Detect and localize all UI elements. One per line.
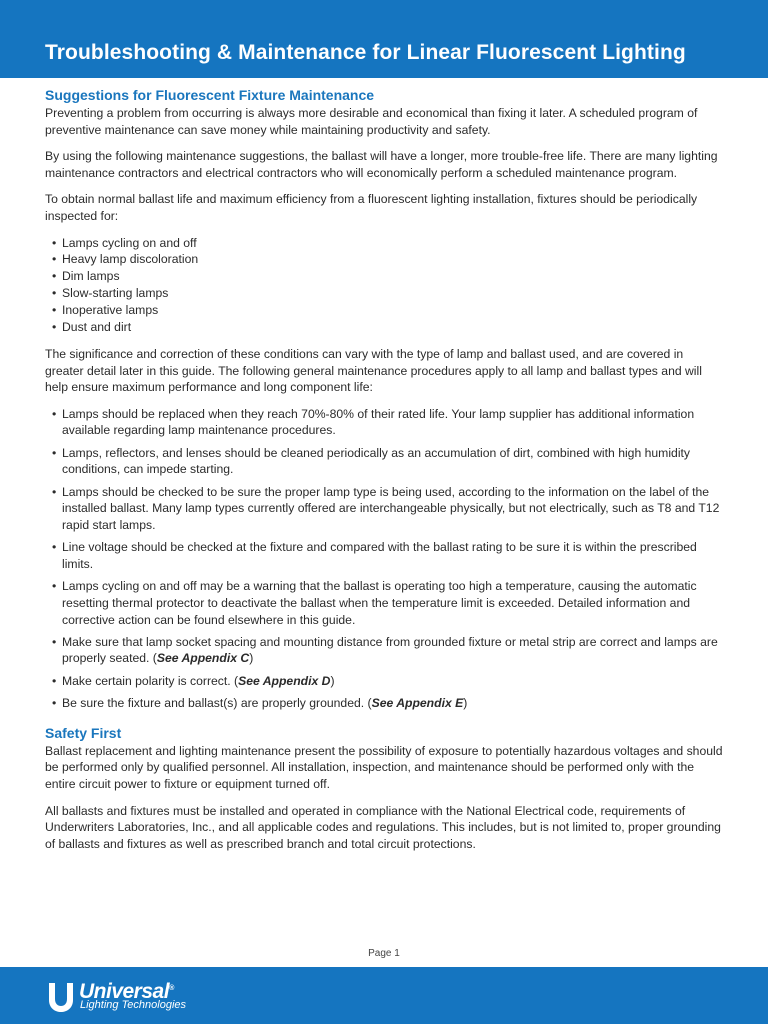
bullet-icon: •: [52, 696, 57, 711]
logo-wordmark: Universal®: [79, 980, 174, 1003]
bullet-icon: •: [52, 406, 57, 421]
paragraph-safety-compliance: All ballasts and fixtures must be installed and operated in compliance with the National Electrical code, requirements of Underwriters Laboratories, Inc., and all applicable codes and regulations. This includes, but is not limited to, proper grounding of ballasts and fixtures as well as prescribed branch and total circuit protections.: [45, 803, 721, 851]
list-item: • Lamps cycling on and off: [52, 235, 197, 250]
document-body: [45, 86, 725, 862]
page-title: Troubleshooting & Maintenance for Linear Fluorescent Lighting: [45, 41, 686, 64]
list-item: • Make sure that lamp socket spacing and mounting distance from grounded fixture or metal strip are correct and lamps are properly seated. (See Appendix C): [52, 634, 718, 666]
paragraph-intro: Preventing a problem from occurring is always more desirable and economical than fixing it later. A scheduled program of preventive maintenance can save money while maintaining productivity and safety.: [45, 106, 698, 137]
list-item: • Inoperative lamps: [52, 303, 159, 318]
paragraph-safety-personnel: Ballast replacement and lighting maintenance present the possibility of exposure to potentially hazardous voltages and should be performed only by qualified personnel. All installation, inspection, and maintenance should be performed only with the entire circuit power to fixture or equipment turned off.: [45, 743, 723, 792]
list-item: • Be sure the fixture and ballast(s) are properly grounded. (See Appendix E): [52, 696, 468, 711]
list-item: • Heavy lamp discoloration: [52, 252, 199, 267]
procedures-list: [45, 406, 725, 712]
bullet-icon: •: [52, 445, 57, 460]
universal-logo: [46, 980, 246, 1014]
bullet-icon: •: [52, 269, 57, 284]
list-item: • Line voltage should be checked at the fixture and compared with the ballast rating to be sure it is within the prescribed limits.: [52, 540, 697, 571]
list-item: • Dim lamps: [52, 269, 120, 284]
list-item: • Lamps cycling on and off may be a warning that the ballast is operating too high a temperature, causing the automatic resetting thermal protector to deactivate the ballast when the temperature limit is exceeded. Detailed information and corrective action can be found elsewhere in this guide.: [52, 579, 697, 627]
page-number: Page 1: [368, 948, 400, 959]
bullet-icon: •: [52, 634, 57, 649]
bullet-icon: •: [52, 579, 57, 594]
list-item: • Dust and dirt: [52, 320, 132, 335]
header-band: [0, 0, 768, 78]
conditions-list: [45, 235, 725, 336]
section-heading-maintenance: Suggestions for Fluorescent Fixture Maintenance: [45, 87, 375, 103]
bullet-icon: •: [52, 252, 57, 267]
bullet-icon: •: [52, 540, 57, 555]
bullet-icon: •: [52, 484, 57, 499]
appendix-d-reference: See Appendix D: [238, 673, 331, 688]
bullet-icon: •: [52, 320, 57, 335]
list-item: • Lamps, reflectors, and lenses should be cleaned periodically as an accumulation of dirt, combined with high humidity conditions, can impede starting.: [52, 445, 691, 477]
bullet-icon: •: [52, 286, 57, 301]
bullet-icon: •: [52, 303, 57, 318]
bullet-icon: •: [52, 673, 57, 688]
list-item: • Lamps should be replaced when they reach 70%-80% of their rated life. Your lamp supplier has additional information available regarding lamp maintenance procedures.: [52, 406, 695, 438]
paragraph-procedures: The significance and correction of these conditions can vary with the type of lamp and ballast used, and are covered in greater detail later in this guide. The following general maintenance procedures apply to all lamp and ballast types and will help ensure maximum performance and long component life:: [45, 347, 702, 395]
universal-logo-icon: [46, 980, 76, 1014]
appendix-c-reference: See Appendix C: [156, 651, 250, 666]
section-heading-safety: Safety First: [45, 724, 122, 741]
bullet-icon: •: [52, 235, 57, 250]
logo-tagline: Lighting Technologies: [80, 999, 187, 1011]
list-item: • Lamps should be checked to be sure the proper lamp type is being used, according to the information on the label of the installed ballast. Many lamp types currently offered are interchangeable physically, but not electrically, such as T8 and T12 rapid start lamps.: [52, 484, 720, 532]
list-item: • Slow-starting lamps: [52, 286, 169, 301]
appendix-e-reference: See Appendix E: [371, 696, 464, 711]
list-item: • Make certain polarity is correct. (See Appendix D): [52, 673, 335, 688]
paragraph-inspection: To obtain normal ballast life and maximum efficiency from a fluorescent lighting installation, fixtures should be periodically inspected for:: [45, 192, 698, 223]
paragraph-suggestions: By using the following maintenance suggestions, the ballast will have a longer, more trouble-free life. There are many lighting maintenance contractors and electrical contractors who will economically perform a scheduled maintenance program.: [45, 149, 718, 180]
